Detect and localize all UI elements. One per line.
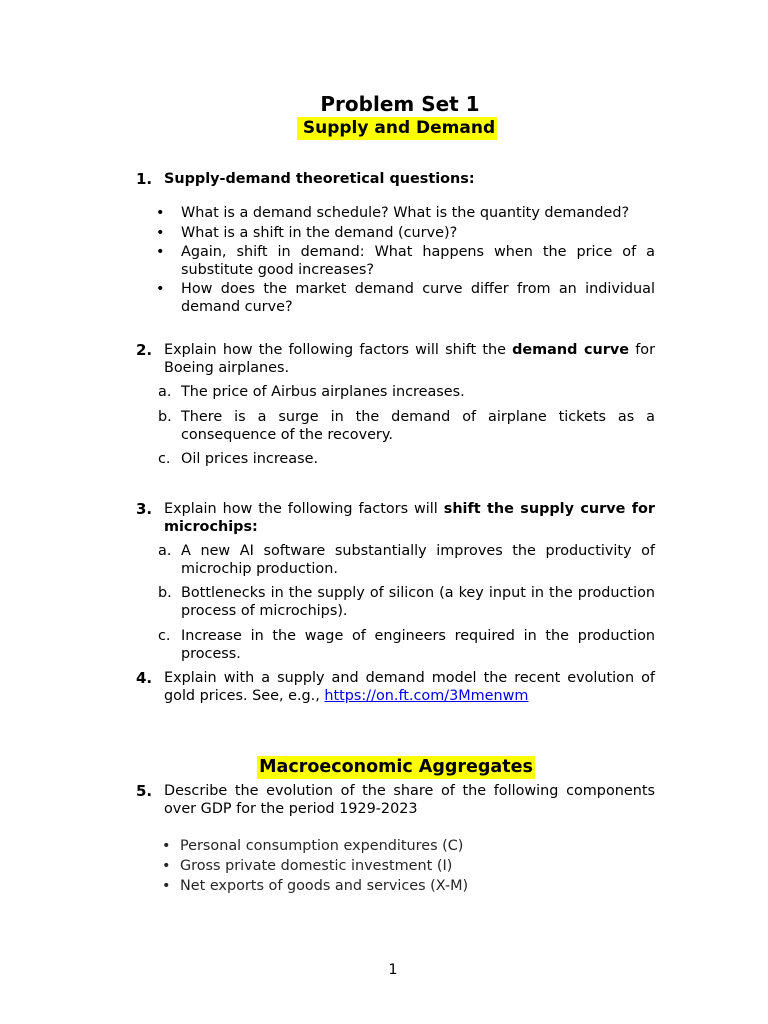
item-text: Oil prices increase. <box>181 451 319 467</box>
item-text: A new AI software substantially improves the productivity of microchip production. <box>181 543 655 577</box>
bullet-icon: • <box>162 878 171 894</box>
subtitle-wrap <box>0 118 768 138</box>
section-heading-wrap <box>0 757 768 777</box>
list-item: • What is a shift in the demand (curve)? <box>156 224 458 241</box>
list-item: • What is a demand schedule? What is the quantity demanded? <box>156 205 630 221</box>
question-3-item-c <box>158 628 655 663</box>
question-4 <box>136 670 655 705</box>
question-number: 2. <box>136 341 153 359</box>
question-3-item-a <box>158 543 655 578</box>
item-text: Increase in the wage of engineers required in the production process. <box>181 628 655 662</box>
question-3-text: Explain how the following factors will shift the supply curve for microchips: <box>164 501 655 535</box>
question-5 <box>136 783 655 818</box>
item-letter: c. <box>158 451 171 467</box>
question-2 <box>136 342 655 377</box>
list-item: • Gross private domestic investment (I) <box>162 858 453 874</box>
question-1-bullets <box>156 205 655 318</box>
question-3-item-b <box>158 585 655 620</box>
item-letter: b. <box>158 409 172 425</box>
bullet-icon: • <box>156 244 165 260</box>
bullet-icon: • <box>156 224 165 241</box>
list-item: • Net exports of goods and services (X-M) <box>162 878 469 894</box>
question-number: 3. <box>136 500 153 518</box>
ft-article-link[interactable]: https://on.ft.com/3Mmenwm <box>324 687 529 704</box>
item-letter: a. <box>158 543 172 559</box>
question-2-item-c <box>158 451 655 469</box>
page-number: 1 <box>388 962 398 978</box>
question-1 <box>136 171 655 189</box>
question-5-bullets <box>162 836 642 896</box>
item-text: The price of Airbus airplanes increases. <box>181 384 465 400</box>
question-2-item-b <box>158 409 655 444</box>
item-letter: c. <box>158 628 171 644</box>
question-number: 5. <box>136 782 153 800</box>
item-text: Bottlenecks in the supply of silicon (a key input in the production process of microchips). <box>181 585 655 619</box>
question-3 <box>136 501 655 536</box>
list-item: • How does the market demand curve differ from an individual demand curve? <box>156 281 655 315</box>
page-title: Problem Set 1 <box>320 92 480 116</box>
question-5-text: Describe the evolution of the share of the following components over GDP for the period 1929-2023 <box>164 783 655 817</box>
question-1-heading: Supply-demand theoretical questions: <box>164 171 475 187</box>
section-heading: Macroeconomic Aggregates <box>259 757 533 777</box>
item-letter: a. <box>158 384 172 400</box>
bullet-icon: • <box>162 838 171 854</box>
question-4-text: Explain with a supply and demand model the recent evolution of gold prices. See, e.g., https://on.ft.com/3Mmenwm <box>164 670 655 704</box>
item-letter: b. <box>158 585 172 601</box>
item-text: There is a surge in the demand of airplane tickets as a consequence of the recovery. <box>181 409 655 443</box>
bullet-icon: • <box>156 205 165 221</box>
question-number: 1. <box>136 170 153 188</box>
question-number: 4. <box>136 669 153 687</box>
bullet-icon: • <box>156 281 165 297</box>
bullet-icon: • <box>162 858 171 874</box>
list-item: • Personal consumption expenditures (C) <box>162 838 464 854</box>
page-subtitle: Supply and Demand <box>297 117 497 140</box>
question-2-text: Explain how the following factors will shift the demand curve for Boeing airplanes. <box>164 342 655 376</box>
question-2-item-a <box>158 384 655 402</box>
list-item: • Again, shift in demand: What happens when the price of a substitute good increases? <box>156 244 655 278</box>
